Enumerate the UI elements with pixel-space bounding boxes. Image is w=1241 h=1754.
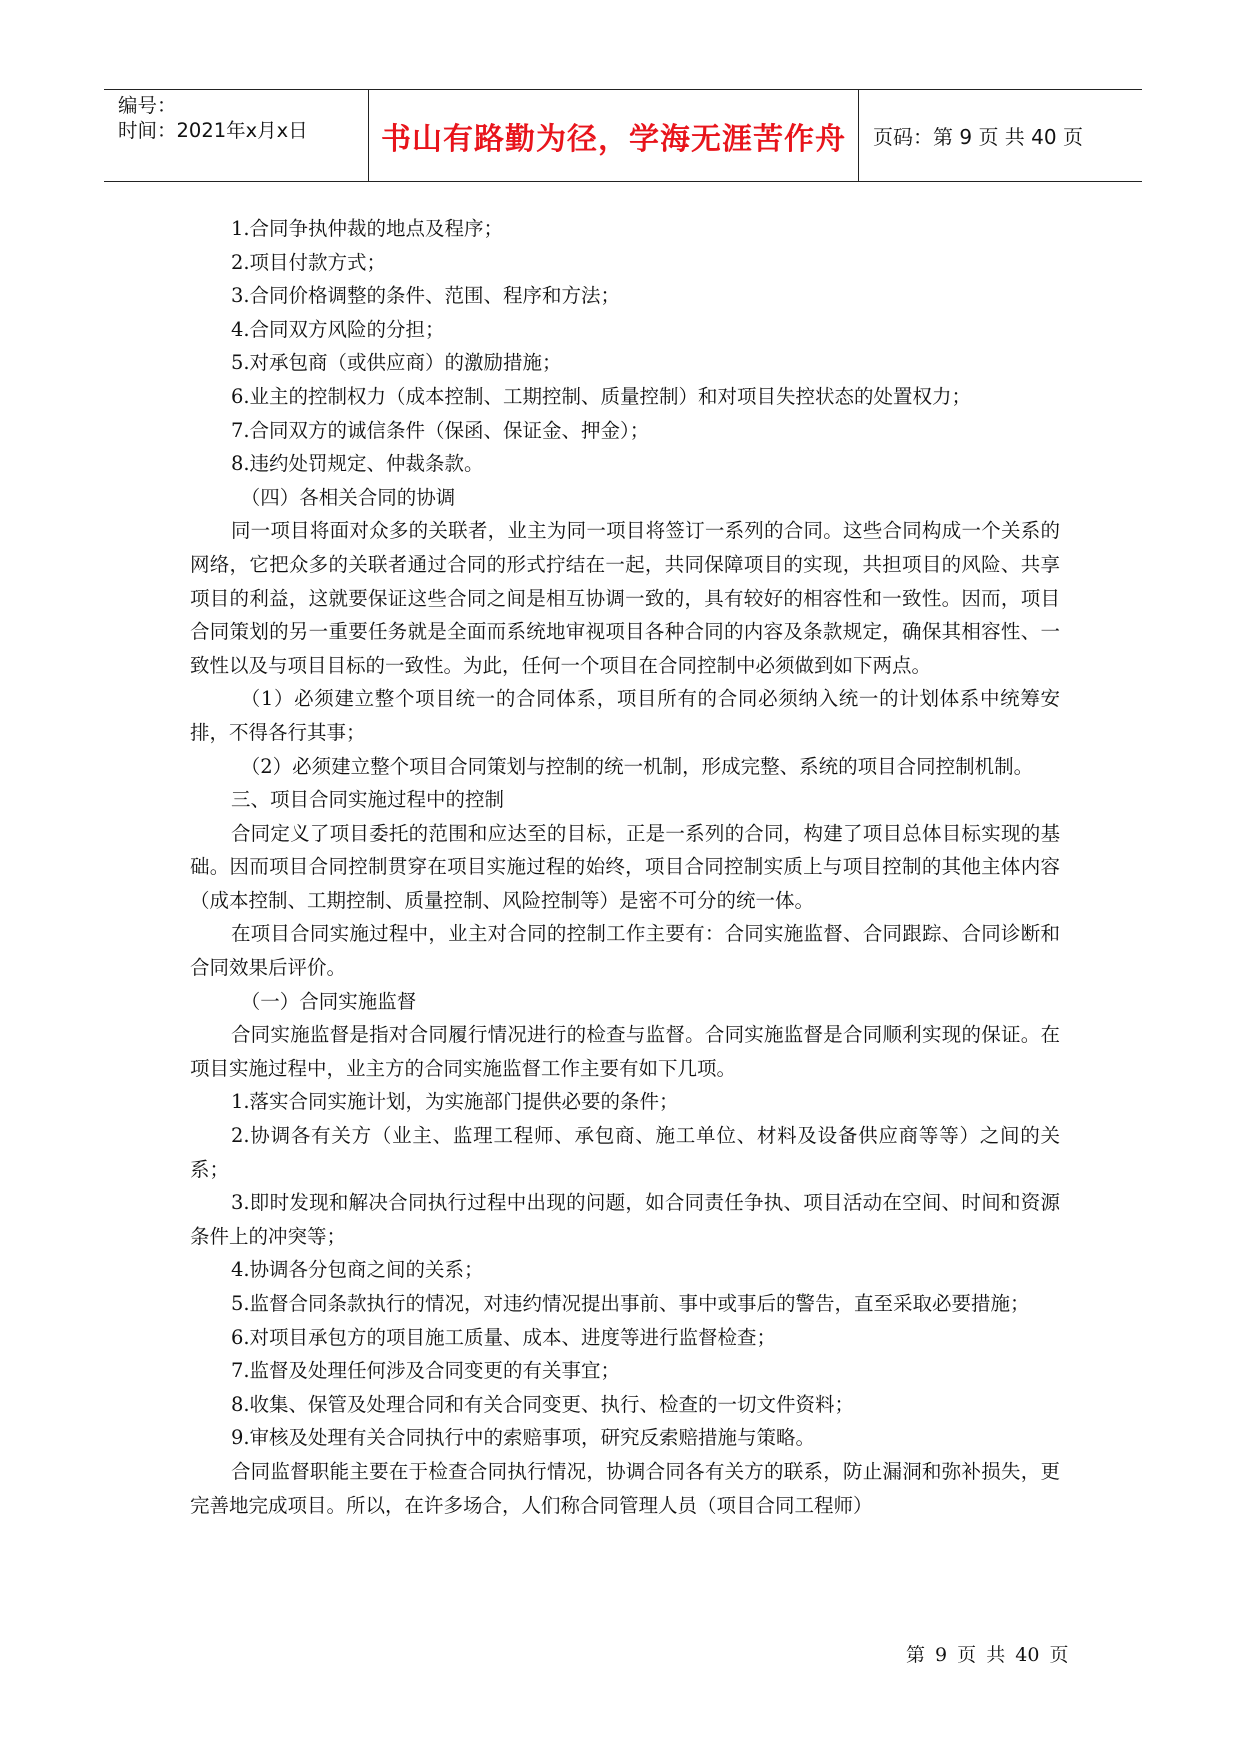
paragraph: 3.即时发现和解决合同执行过程中出现的问题，如合同责任争执、项目活动在空间、时间和资源条件上的冲突等；	[190, 1191, 1060, 1248]
paragraph: 同一项目将面对众多的关联者，业主为同一项目将签订一系列的合同。这些合同构成一个关系的网络，它把众多的关联者通过合同的形式拧结在一起，共同保障项目的实现，共担项目的风险、共享项目的利益，这就要保证这些合同之间是相互协调一致的，具有较好的相容性和一致性。因而，项目合同策划的另一重要任务就是全面而系统地审视项目各种合同的内容及条款规定，确保其相容性、一致性以及与项目目标的一致性。为此，任何一个项目在合同控制中必须做到如下两点。	[190, 519, 1060, 677]
paragraph: 在项目合同实施过程中，业主对合同的控制工作主要有：合同实施监督、合同跟踪、合同诊断和合同效果后评价。	[190, 922, 1060, 980]
paragraph: 7.监督及处理任何涉及合同变更的有关事宜；	[230, 1359, 621, 1383]
paragraph: （1）必须建立整个项目统一的合同体系，项目所有的合同必须纳入统一的计划体系中统筹安排，不得各行其事；	[190, 687, 1060, 744]
paragraph: 8.收集、保管及处理合同和有关合同变更、执行、检查的一切文件资料；	[230, 1392, 855, 1416]
header-meta	[104, 90, 369, 181]
paragraph: 9.审核及处理有关合同执行中的索赔事项，研究反索赔措施与策略。	[230, 1426, 816, 1450]
section-heading: （一）合同实施监督	[240, 989, 417, 1013]
paragraph: 4.协调各分包商之间的关系；	[230, 1258, 484, 1282]
footer-page-number: 第 9 页 共 40 页	[906, 1644, 1069, 1666]
paragraph: 8.违约处罚规定、仲裁条款。	[230, 452, 484, 476]
paragraph: 1.合同争执仲裁的地点及程序；	[230, 217, 504, 240]
paragraph: 5.对承包商（或供应商）的激励措施；	[230, 351, 562, 375]
document-number-label: 编号：	[118, 94, 177, 117]
section-heading: 三、项目合同实施过程中的控制	[230, 788, 504, 812]
paragraph: 6.业主的控制权力（成本控制、工期控制、质量控制）和对项目失控状态的处置权力；	[230, 384, 972, 408]
header-page-number: 页码：第 9 页 共 40 页	[873, 125, 1083, 149]
paragraph: 3.合同价格调整的条件、范围、程序和方法；	[230, 284, 621, 308]
paragraph: 5.监督合同条款执行的情况，对违约情况提出事前、事中或事后的警告，直至采取必要措施；	[230, 1292, 1030, 1315]
page-footer	[906, 1640, 1068, 1667]
paragraph: 2.协调各有关方（业主、监理工程师、承包商、施工单位、材料及设备供应商等等）之间的关系；	[190, 1124, 1060, 1181]
paragraph: （2）必须建立整个项目合同策划与控制的统一机制，形成完整、系统的项目合同控制机制。	[240, 754, 1034, 778]
header-page-cell	[859, 90, 1142, 181]
document-body	[190, 212, 1060, 1522]
paragraph: 1.落实合同实施计划，为实施部门提供必要的条件；	[230, 1090, 679, 1114]
header-motto-cell	[369, 90, 859, 181]
header-motto: 书山有路勤为径，学海无涯苦作舟	[381, 121, 846, 157]
document-time-label: 时间：2021年x月x日	[118, 119, 308, 142]
paragraph: 6.对项目承包方的项目施工质量、成本、进度等进行监督检查；	[230, 1325, 777, 1349]
paragraph: 2.项目付款方式；	[230, 250, 387, 274]
paragraph: 4.合同双方风险的分担；	[230, 317, 445, 341]
paragraph: 7.合同双方的诚信条件（保函、保证金、押金）；	[230, 418, 650, 442]
paragraph: 合同定义了项目委托的范围和应达至的目标，正是一系列的合同，构建了项目总体目标实现的基础。因而项目合同控制贯穿在项目实施过程的始终，项目合同控制实质上与项目控制的其他主体内容（成本控制、工期控制、质量控制、风险控制等）是密不可分的统一体。	[190, 821, 1060, 912]
section-heading: （四）各相关合同的协调	[240, 485, 456, 509]
paragraph: 合同监督职能主要在于检查合同执行情况，协调合同各有关方的联系，防止漏洞和弥补损失，更完善地完成项目。所以，在许多场合，人们称合同管理人员（项目合同工程师）	[190, 1459, 1060, 1517]
document-header	[104, 89, 1142, 182]
paragraph: 合同实施监督是指对合同履行情况进行的检查与监督。合同实施监督是合同顺利实现的保证。在项目实施过程中，业主方的合同实施监督工作主要有如下几项。	[190, 1023, 1060, 1080]
